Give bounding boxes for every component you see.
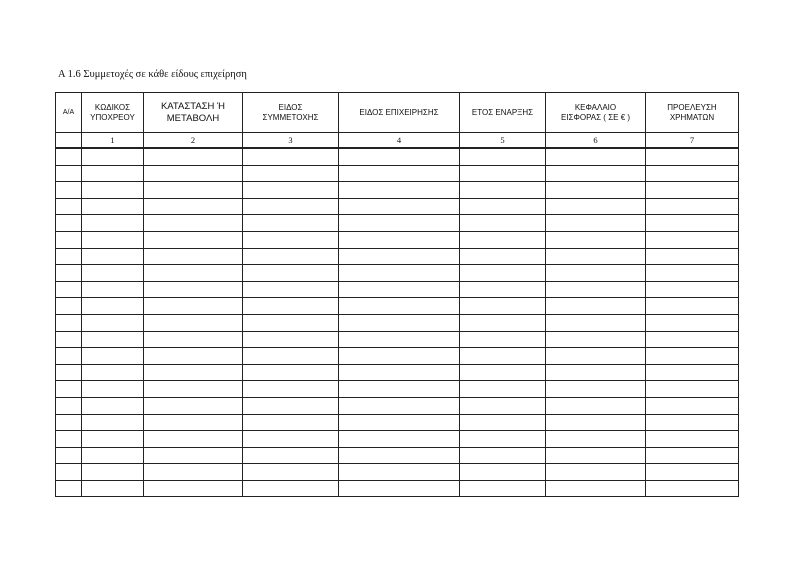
table-cell	[144, 431, 243, 448]
table-cell	[546, 265, 646, 282]
table-cell	[646, 265, 739, 282]
table-row	[56, 281, 739, 298]
table-cell	[546, 215, 646, 232]
table-cell	[243, 265, 339, 282]
table-cell	[144, 464, 243, 481]
table-row	[56, 464, 739, 481]
table-cell	[56, 348, 82, 365]
table-row	[56, 165, 739, 182]
table-cell	[243, 414, 339, 431]
table-cell	[460, 480, 546, 497]
table-cell	[144, 414, 243, 431]
table-cell	[144, 348, 243, 365]
table-cell	[646, 480, 739, 497]
table-row	[56, 431, 739, 448]
table-cell	[243, 165, 339, 182]
table-cell	[546, 348, 646, 365]
table-cell	[339, 431, 460, 448]
table-cell	[56, 381, 82, 398]
table-cell	[144, 231, 243, 248]
column-number	[56, 133, 82, 149]
table-cell	[82, 447, 144, 464]
table-cell	[56, 314, 82, 331]
table-cell	[144, 298, 243, 315]
table-cell	[144, 281, 243, 298]
table-cell	[56, 414, 82, 431]
table-row	[56, 414, 739, 431]
table-cell	[339, 464, 460, 481]
table-cell	[82, 248, 144, 265]
table-cell	[243, 397, 339, 414]
table-row	[56, 364, 739, 381]
table-cell	[82, 182, 144, 199]
table-cell	[546, 182, 646, 199]
table-cell	[243, 182, 339, 199]
table-cell	[646, 447, 739, 464]
table-cell	[82, 314, 144, 331]
table-cell	[646, 298, 739, 315]
table-cell	[144, 198, 243, 215]
table-cell	[56, 364, 82, 381]
table-cell	[646, 414, 739, 431]
table-cell	[460, 198, 546, 215]
header-start-year: ΕΤΟΣ ΕΝΑΡΞΗΣ	[460, 93, 546, 133]
table-cell	[646, 348, 739, 365]
table-cell	[339, 314, 460, 331]
table-cell	[646, 331, 739, 348]
table-cell	[339, 248, 460, 265]
table-cell	[460, 248, 546, 265]
table-cell	[82, 231, 144, 248]
table-cell	[144, 480, 243, 497]
table-cell	[82, 480, 144, 497]
table-row	[56, 381, 739, 398]
header-status-or-change: ΚΑΤΑΣΤΑΣΗ Ή ΜΕΤΑΒΟΛΗ	[144, 93, 243, 133]
table-cell	[243, 348, 339, 365]
table-cell	[646, 397, 739, 414]
table-cell	[646, 231, 739, 248]
table-cell	[339, 381, 460, 398]
table-cell	[82, 464, 144, 481]
table-cell	[460, 348, 546, 365]
table-cell	[243, 298, 339, 315]
table-row	[56, 231, 739, 248]
table-cell	[56, 148, 82, 165]
table-cell	[339, 331, 460, 348]
table-cell	[82, 381, 144, 398]
table-cell	[243, 431, 339, 448]
table-cell	[646, 182, 739, 199]
table-cell	[56, 215, 82, 232]
table-cell	[56, 231, 82, 248]
table-cell	[339, 348, 460, 365]
blank-rows	[56, 148, 739, 497]
table-cell	[460, 447, 546, 464]
table-cell	[82, 198, 144, 215]
table-cell	[460, 165, 546, 182]
table-row	[56, 397, 739, 414]
header-row	[56, 93, 739, 133]
table-cell	[460, 148, 546, 165]
table-cell	[82, 331, 144, 348]
column-number: 4	[339, 133, 460, 149]
table-cell	[646, 165, 739, 182]
table-cell	[460, 397, 546, 414]
table-cell	[339, 198, 460, 215]
table-cell	[646, 198, 739, 215]
table-cell	[144, 397, 243, 414]
table-cell	[546, 364, 646, 381]
table-cell	[646, 281, 739, 298]
table-cell	[546, 414, 646, 431]
table-cell	[339, 298, 460, 315]
table-cell	[56, 431, 82, 448]
table-cell	[339, 397, 460, 414]
table-row	[56, 215, 739, 232]
table-cell	[546, 480, 646, 497]
table-cell	[646, 215, 739, 232]
table-cell	[82, 397, 144, 414]
table-cell	[460, 281, 546, 298]
table-cell	[56, 265, 82, 282]
table-cell	[243, 248, 339, 265]
table-row	[56, 480, 739, 497]
table-cell	[82, 348, 144, 365]
table-cell	[56, 397, 82, 414]
table-row	[56, 314, 739, 331]
column-number: 5	[460, 133, 546, 149]
table-cell	[243, 381, 339, 398]
header-money-origin: ΠΡΟΕΛΕΥΣΗ ΧΡΗΜΑΤΩΝ	[646, 93, 739, 133]
table-cell	[144, 447, 243, 464]
table-cell	[144, 314, 243, 331]
table-cell	[82, 265, 144, 282]
table-cell	[546, 314, 646, 331]
table-cell	[646, 364, 739, 381]
table-cell	[56, 165, 82, 182]
table-cell	[460, 331, 546, 348]
table-cell	[144, 265, 243, 282]
table-cell	[243, 314, 339, 331]
table-cell	[56, 298, 82, 315]
table-row	[56, 348, 739, 365]
table-cell	[144, 148, 243, 165]
table-cell	[56, 281, 82, 298]
table-cell	[460, 414, 546, 431]
table-cell	[546, 248, 646, 265]
table-cell	[243, 148, 339, 165]
table-cell	[243, 198, 339, 215]
table-row	[56, 182, 739, 199]
table-cell	[460, 231, 546, 248]
table-cell	[243, 231, 339, 248]
table-cell	[546, 331, 646, 348]
table-cell	[460, 298, 546, 315]
table-cell	[144, 331, 243, 348]
table-cell	[546, 281, 646, 298]
table-cell	[546, 198, 646, 215]
column-number-row	[56, 133, 739, 149]
table-cell	[82, 148, 144, 165]
table-cell	[546, 397, 646, 414]
table-cell	[460, 265, 546, 282]
table-cell	[546, 464, 646, 481]
table-cell	[460, 314, 546, 331]
table-cell	[646, 464, 739, 481]
table-cell	[56, 248, 82, 265]
table-row	[56, 148, 739, 165]
table-cell	[646, 248, 739, 265]
column-number: 6	[546, 133, 646, 149]
table-row	[56, 248, 739, 265]
table-cell	[546, 431, 646, 448]
table-cell	[546, 165, 646, 182]
table-cell	[646, 431, 739, 448]
table-cell	[243, 215, 339, 232]
table-cell	[56, 198, 82, 215]
table-cell	[460, 364, 546, 381]
table-cell	[339, 148, 460, 165]
column-number: 2	[144, 133, 243, 149]
participations-table	[55, 92, 739, 497]
column-number: 7	[646, 133, 739, 149]
table-cell	[339, 447, 460, 464]
table-row	[56, 265, 739, 282]
table-cell	[339, 364, 460, 381]
table-cell	[339, 414, 460, 431]
table-cell	[339, 182, 460, 199]
table-cell	[82, 414, 144, 431]
header-business-type: ΕΙΔΟΣ ΕΠΙΧΕΙΡΗΣΗΣ	[339, 93, 460, 133]
table-cell	[243, 447, 339, 464]
table-cell	[56, 480, 82, 497]
table-cell	[339, 215, 460, 232]
table-cell	[144, 248, 243, 265]
table-cell	[460, 464, 546, 481]
table-row	[56, 298, 739, 315]
table-cell	[646, 381, 739, 398]
table-cell	[243, 331, 339, 348]
table-cell	[56, 182, 82, 199]
table-cell	[546, 298, 646, 315]
table-cell	[460, 381, 546, 398]
table-cell	[339, 165, 460, 182]
column-number: 1	[82, 133, 144, 149]
table-cell	[144, 165, 243, 182]
header-capital-contribution: ΚΕΦΑΛΑΙΟ ΕΙΣΦΟΡΑΣ ( ΣΕ € )	[546, 93, 646, 133]
table-cell	[82, 364, 144, 381]
header-participation-type: ΕΙΔΟΣ ΣΥΜΜΕΤΟΧΗΣ	[243, 93, 339, 133]
table-cell	[82, 165, 144, 182]
table-cell	[144, 381, 243, 398]
table-cell	[243, 281, 339, 298]
table-row	[56, 198, 739, 215]
table-cell	[339, 265, 460, 282]
section-title: Α 1.6 Συμμετοχές σε κάθε είδους επιχείρηση	[58, 69, 247, 80]
table-cell	[460, 215, 546, 232]
table-cell	[646, 148, 739, 165]
table-row	[56, 447, 739, 464]
table-cell	[646, 314, 739, 331]
table-cell	[144, 364, 243, 381]
column-number: 3	[243, 133, 339, 149]
table-cell	[243, 464, 339, 481]
table-cell	[82, 431, 144, 448]
table-row	[56, 331, 739, 348]
header-obligor-code: ΚΩΔΙΚΟΣ ΥΠΟΧΡΕΟΥ	[82, 93, 144, 133]
table-cell	[82, 215, 144, 232]
table-cell	[56, 331, 82, 348]
table-cell	[56, 464, 82, 481]
table-cell	[82, 281, 144, 298]
table-cell	[460, 431, 546, 448]
table-cell	[546, 231, 646, 248]
table-cell	[339, 231, 460, 248]
header-aa: Α/Α	[56, 93, 82, 133]
table-cell	[339, 281, 460, 298]
table-cell	[546, 148, 646, 165]
table-cell	[56, 447, 82, 464]
table-cell	[339, 480, 460, 497]
table-cell	[546, 447, 646, 464]
table-cell	[546, 381, 646, 398]
table-cell	[460, 182, 546, 199]
table-cell	[144, 182, 243, 199]
table-cell	[82, 298, 144, 315]
table-cell	[243, 480, 339, 497]
table-cell	[243, 364, 339, 381]
table-cell	[144, 215, 243, 232]
